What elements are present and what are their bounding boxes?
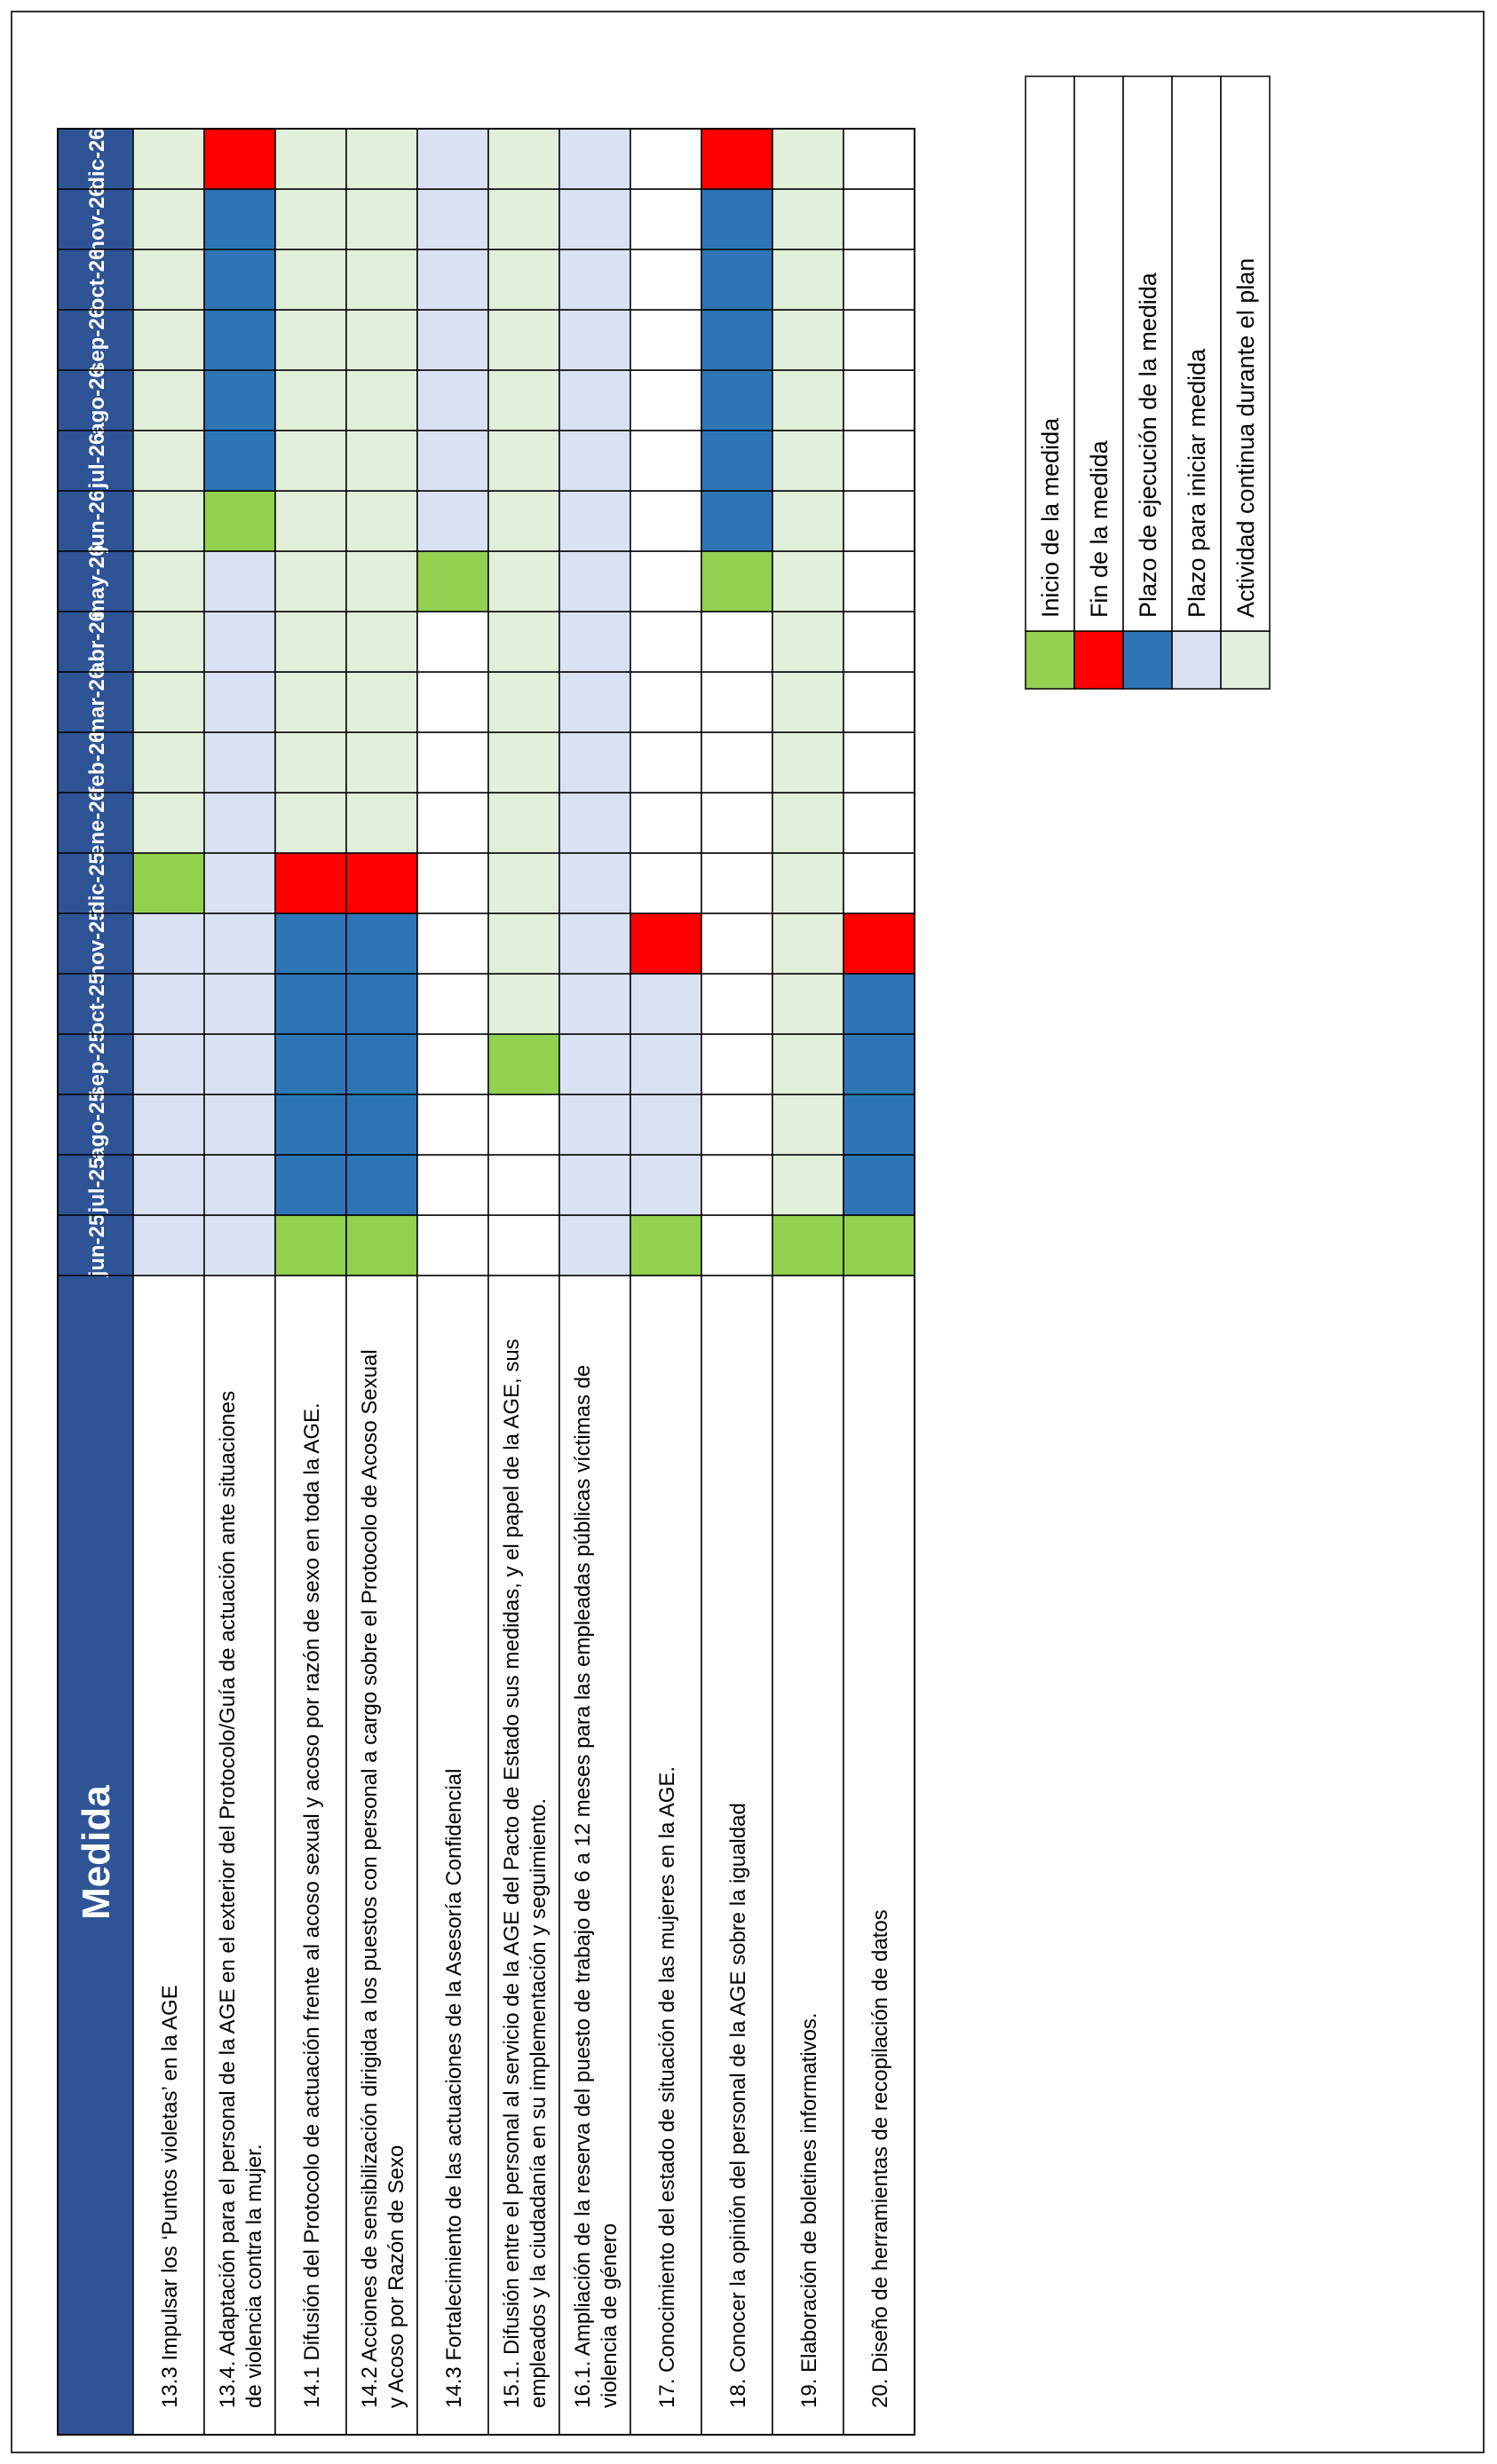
schedule-cell xyxy=(701,1155,772,1215)
schedule-cell xyxy=(772,732,844,793)
schedule-cell xyxy=(701,732,772,793)
schedule-cell xyxy=(133,310,204,370)
schedule-cell xyxy=(559,249,630,310)
schedule-cell xyxy=(488,732,559,793)
schedule-cell xyxy=(630,1094,701,1155)
schedule-cell xyxy=(559,1155,630,1215)
legend-swatch xyxy=(1221,631,1270,689)
schedule-cell xyxy=(275,129,346,189)
schedule-cell xyxy=(701,430,772,491)
schedule-cell xyxy=(417,612,488,672)
schedule-cell xyxy=(701,974,772,1034)
medida-text: 15.1. Difusión entre el personal al servicio de la AGE del Pacto de Estado sus medidas, y el papel de la AGE, sus xyxy=(500,1339,524,2408)
schedule-cell xyxy=(204,1155,275,1215)
medida-text: empleados y la ciudadanía en su implementación y seguimiento. xyxy=(527,1797,550,2408)
schedule-cell xyxy=(488,612,559,672)
schedule-cell xyxy=(488,793,559,853)
schedule-cell xyxy=(701,1215,772,1275)
schedule-cell xyxy=(701,491,772,551)
schedule-cell xyxy=(204,732,275,793)
medida-text: 13.4. Adaptación para el personal de la AGE en el exterior del Protocolo/Guía de actuación ante situaciones xyxy=(216,1390,240,2408)
schedule-cell xyxy=(417,370,488,430)
schedule-cell xyxy=(488,853,559,913)
schedule-cell xyxy=(559,370,630,430)
month-header-ago-25: ago-25 xyxy=(85,1090,109,1159)
schedule-cell xyxy=(701,793,772,853)
schedule-cell xyxy=(346,974,417,1034)
schedule-cell xyxy=(275,189,346,249)
schedule-cell xyxy=(275,793,346,853)
schedule-cell xyxy=(417,189,488,249)
schedule-cell xyxy=(346,370,417,430)
schedule-cell xyxy=(204,491,275,551)
month-header-ene-26: ene-26 xyxy=(85,788,109,857)
month-header-may-26: may-26 xyxy=(85,544,109,619)
schedule-cell xyxy=(204,551,275,612)
medida-text: y Acoso por Razón de Sexo xyxy=(384,2144,408,2408)
schedule-cell xyxy=(204,793,275,853)
month-header-sep-25: sep-25 xyxy=(85,1030,109,1099)
schedule-cell xyxy=(630,974,701,1034)
schedule-cell xyxy=(630,853,701,913)
schedule-cell xyxy=(275,1215,346,1275)
month-header-nov-25: nov-25 xyxy=(85,909,109,978)
schedule-cell xyxy=(772,853,844,913)
schedule-cell xyxy=(133,1215,204,1275)
schedule-cell xyxy=(559,1215,630,1275)
schedule-cell xyxy=(844,853,915,913)
schedule-cell xyxy=(630,129,701,189)
schedule-cell xyxy=(488,129,559,189)
schedule-cell xyxy=(346,430,417,491)
schedule-cell xyxy=(488,430,559,491)
schedule-cell xyxy=(559,491,630,551)
schedule-cell xyxy=(346,732,417,793)
schedule-cell xyxy=(559,612,630,672)
schedule-cell xyxy=(488,1215,559,1275)
schedule-cell xyxy=(772,430,844,491)
schedule-cell xyxy=(559,732,630,793)
schedule-cell xyxy=(346,129,417,189)
schedule-cell xyxy=(488,249,559,310)
schedule-cell xyxy=(275,1034,346,1094)
schedule-cell xyxy=(701,1094,772,1155)
schedule-cell xyxy=(275,1094,346,1155)
schedule-cell xyxy=(559,430,630,491)
medida-text: 20. Diseño de herramientas de recopilación de datos xyxy=(868,1909,892,2408)
schedule-cell xyxy=(772,1215,844,1275)
schedule-cell xyxy=(772,1094,844,1155)
schedule-cell xyxy=(204,129,275,189)
schedule-cell xyxy=(133,732,204,793)
schedule-cell xyxy=(630,1215,701,1275)
schedule-cell xyxy=(844,612,915,672)
schedule-cell xyxy=(204,1215,275,1275)
legend-label: Actividad continua durante el plan xyxy=(1232,257,1259,618)
schedule-cell xyxy=(346,1034,417,1094)
schedule-cell xyxy=(417,129,488,189)
legend-swatch xyxy=(1026,631,1074,689)
schedule-cell xyxy=(133,551,204,612)
schedule-cell xyxy=(346,551,417,612)
schedule-cell xyxy=(204,672,275,732)
schedule-cell xyxy=(772,612,844,672)
schedule-cell xyxy=(630,249,701,310)
schedule-cell xyxy=(701,672,772,732)
month-header-oct-26: oct-26 xyxy=(85,248,109,312)
schedule-cell xyxy=(630,672,701,732)
schedule-cell xyxy=(346,249,417,310)
schedule-cell xyxy=(275,551,346,612)
schedule-cell xyxy=(417,672,488,732)
schedule-cell xyxy=(133,1034,204,1094)
month-header-ago-26: ago-26 xyxy=(85,366,109,435)
schedule-cell xyxy=(275,612,346,672)
schedule-cell xyxy=(844,974,915,1034)
schedule-cell xyxy=(844,1094,915,1155)
medida-text: 14.3 Fortalecimiento de las actuaciones de la Asesoría Confidencial xyxy=(442,1768,466,2408)
schedule-cell xyxy=(630,430,701,491)
legend-label: Inicio de la medida xyxy=(1037,417,1064,618)
schedule-cell xyxy=(559,310,630,370)
medida-header: Medida xyxy=(75,1785,118,1920)
schedule-cell xyxy=(844,249,915,310)
schedule-cell xyxy=(488,189,559,249)
schedule-cell xyxy=(630,310,701,370)
schedule-cell xyxy=(488,1094,559,1155)
schedule-cell xyxy=(844,1155,915,1215)
schedule-cell xyxy=(772,129,844,189)
schedule-cell xyxy=(630,491,701,551)
schedule-cell xyxy=(204,974,275,1034)
schedule-cell xyxy=(701,853,772,913)
schedule-cell xyxy=(275,430,346,491)
schedule-cell xyxy=(844,370,915,430)
schedule-cell xyxy=(417,853,488,913)
medida-text: de violencia contra la mujer. xyxy=(242,2144,266,2408)
schedule-cell xyxy=(204,853,275,913)
schedule-cell xyxy=(488,672,559,732)
month-header-abr-26: abr-26 xyxy=(85,609,109,675)
schedule-cell xyxy=(417,551,488,612)
schedule-cell xyxy=(844,310,915,370)
schedule-cell xyxy=(844,732,915,793)
schedule-cell xyxy=(844,1215,915,1275)
schedule-cell xyxy=(630,551,701,612)
schedule-cell xyxy=(417,793,488,853)
schedule-cell xyxy=(559,974,630,1034)
schedule-cell xyxy=(844,129,915,189)
month-header-feb-26: feb-26 xyxy=(85,731,109,794)
schedule-cell xyxy=(701,310,772,370)
schedule-cell xyxy=(559,129,630,189)
schedule-cell xyxy=(346,793,417,853)
medida-text: 14.2 Acciones de sensibilización dirigida a los puestos con personal a cargo sobre el Protocolo de Acoso Sexual xyxy=(358,1349,382,2408)
schedule-cell xyxy=(346,853,417,913)
month-header-jun-25: jun-25 xyxy=(85,1213,109,1277)
schedule-cell xyxy=(275,672,346,732)
schedule-cell xyxy=(275,1155,346,1215)
schedule-cell xyxy=(133,853,204,913)
schedule-cell xyxy=(417,430,488,491)
schedule-cell xyxy=(417,732,488,793)
schedule-cell xyxy=(133,974,204,1034)
schedule-cell xyxy=(772,913,844,974)
schedule-cell xyxy=(630,612,701,672)
schedule-cell xyxy=(204,612,275,672)
schedule-cell xyxy=(133,370,204,430)
schedule-cell xyxy=(559,913,630,974)
schedule-cell xyxy=(772,793,844,853)
medida-text: 18. Conocer la opinión del personal de la AGE sobre la igualdad xyxy=(726,1803,750,2408)
schedule-cell xyxy=(346,672,417,732)
schedule-cell xyxy=(772,370,844,430)
schedule-cell xyxy=(772,1034,844,1094)
schedule-cell xyxy=(701,249,772,310)
schedule-cell xyxy=(346,310,417,370)
schedule-cell xyxy=(275,310,346,370)
schedule-cell xyxy=(275,913,346,974)
schedule-cell xyxy=(133,129,204,189)
schedule-cell xyxy=(701,551,772,612)
schedule-cell xyxy=(133,189,204,249)
schedule-cell xyxy=(488,551,559,612)
schedule-cell xyxy=(204,370,275,430)
schedule-cell xyxy=(488,1155,559,1215)
schedule-cell xyxy=(701,129,772,189)
schedule-cell xyxy=(133,1094,204,1155)
schedule-cell xyxy=(844,430,915,491)
schedule-cell xyxy=(133,672,204,732)
schedule-cell xyxy=(844,672,915,732)
schedule-cell xyxy=(772,1155,844,1215)
schedule-cell xyxy=(630,913,701,974)
schedule-cell xyxy=(133,612,204,672)
month-header-jul-25: jul-25 xyxy=(85,1157,109,1213)
month-header-sep-26: sep-26 xyxy=(85,305,109,375)
schedule-cell xyxy=(844,491,915,551)
medida-text: violencia de género xyxy=(598,2223,622,2408)
schedule-cell xyxy=(346,1155,417,1215)
schedule-cell xyxy=(630,370,701,430)
schedule-cell xyxy=(701,1034,772,1094)
month-header-nov-26: nov-26 xyxy=(85,185,109,254)
schedule-cell xyxy=(133,913,204,974)
schedule-cell xyxy=(701,370,772,430)
schedule-cell xyxy=(204,430,275,491)
schedule-cell xyxy=(559,853,630,913)
schedule-cell xyxy=(559,189,630,249)
schedule-cell xyxy=(701,612,772,672)
schedule-cell xyxy=(275,732,346,793)
schedule-cell xyxy=(417,1215,488,1275)
schedule-cell xyxy=(204,913,275,974)
schedule-cell xyxy=(488,370,559,430)
legend-label: Plazo para iniciar medida xyxy=(1184,348,1210,618)
schedule-cell xyxy=(488,913,559,974)
legend-label: Plazo de ejecución de la medida xyxy=(1135,272,1161,618)
schedule-cell xyxy=(204,1094,275,1155)
schedule-cell xyxy=(417,249,488,310)
schedule-cell xyxy=(275,491,346,551)
schedule-cell xyxy=(488,310,559,370)
schedule-cell xyxy=(417,1034,488,1094)
month-header-mar-26: mar-26 xyxy=(85,667,109,738)
schedule-cell xyxy=(417,1155,488,1215)
schedule-cell xyxy=(275,370,346,430)
month-header-oct-25: oct-25 xyxy=(85,972,109,1036)
legend-label: Fin de la medida xyxy=(1086,440,1113,618)
schedule-cell xyxy=(133,430,204,491)
schedule-cell xyxy=(772,551,844,612)
schedule-cell xyxy=(417,913,488,974)
schedule-cell xyxy=(559,672,630,732)
schedule-cell xyxy=(701,189,772,249)
schedule-cell xyxy=(204,189,275,249)
schedule-cell xyxy=(630,189,701,249)
schedule-cell xyxy=(488,491,559,551)
schedule-cell xyxy=(417,491,488,551)
schedule-cell xyxy=(133,793,204,853)
schedule-cell xyxy=(133,491,204,551)
schedule-cell xyxy=(346,491,417,551)
schedule-cell xyxy=(701,913,772,974)
schedule-cell xyxy=(133,249,204,310)
schedule-cell xyxy=(772,974,844,1034)
schedule-cell xyxy=(559,551,630,612)
schedule-cell xyxy=(630,793,701,853)
schedule-cell xyxy=(844,551,915,612)
legend-swatch xyxy=(1123,631,1172,689)
schedule-cell xyxy=(204,249,275,310)
schedule-cell xyxy=(275,974,346,1034)
schedule-cell xyxy=(630,1155,701,1215)
schedule-cell xyxy=(844,189,915,249)
schedule-cell xyxy=(630,1034,701,1094)
schedule-cell xyxy=(559,1094,630,1155)
month-header-jun-26: jun-26 xyxy=(85,489,109,553)
schedule-cell xyxy=(417,310,488,370)
schedule-cell xyxy=(630,732,701,793)
schedule-cell xyxy=(346,1215,417,1275)
schedule-cell xyxy=(772,249,844,310)
month-header-dic-26: dic-26 xyxy=(85,128,109,190)
legend-swatch xyxy=(1074,631,1123,689)
schedule-cell xyxy=(275,853,346,913)
schedule-cell xyxy=(488,974,559,1034)
schedule-cell xyxy=(133,1155,204,1215)
schedule-cell xyxy=(346,189,417,249)
schedule-cell xyxy=(417,1094,488,1155)
schedule-cell xyxy=(559,793,630,853)
medida-text: 14.1 Difusión del Protocolo de actuación frente al acoso sexual y acoso por razón de sexo en toda la AGE. xyxy=(300,1402,324,2408)
month-header-jul-26: jul-26 xyxy=(85,432,109,489)
schedule-cell xyxy=(772,189,844,249)
schedule-cell xyxy=(488,1034,559,1094)
schedule-cell xyxy=(346,612,417,672)
schedule-cell xyxy=(346,1094,417,1155)
medida-text: 16.1. Ampliación de la reserva del puesto de trabajo de 6 a 12 meses para las empleadas públicas víctimas de xyxy=(571,1364,595,2408)
schedule-cell xyxy=(844,793,915,853)
schedule-cell xyxy=(417,974,488,1034)
schedule-cell xyxy=(844,1034,915,1094)
schedule-cell xyxy=(772,310,844,370)
schedule-cell xyxy=(772,672,844,732)
schedule-cell xyxy=(772,491,844,551)
schedule-cell xyxy=(844,913,915,974)
medida-text: 17. Conocimiento del estado de situación de las mujeres en la AGE. xyxy=(655,1765,679,2408)
month-header-dic-25: dic-25 xyxy=(85,852,109,914)
schedule-cell xyxy=(346,913,417,974)
schedule-cell xyxy=(204,1034,275,1094)
schedule-cell xyxy=(204,310,275,370)
medida-text: 19. Elaboración de boletines informativos. xyxy=(797,2012,821,2408)
schedule-cell xyxy=(559,1034,630,1094)
schedule-cell xyxy=(275,249,346,310)
legend-swatch xyxy=(1172,631,1221,689)
medida-text: 13.3 Impulsar los ‘Puntos violetas’ en la AGE xyxy=(158,1985,182,2408)
